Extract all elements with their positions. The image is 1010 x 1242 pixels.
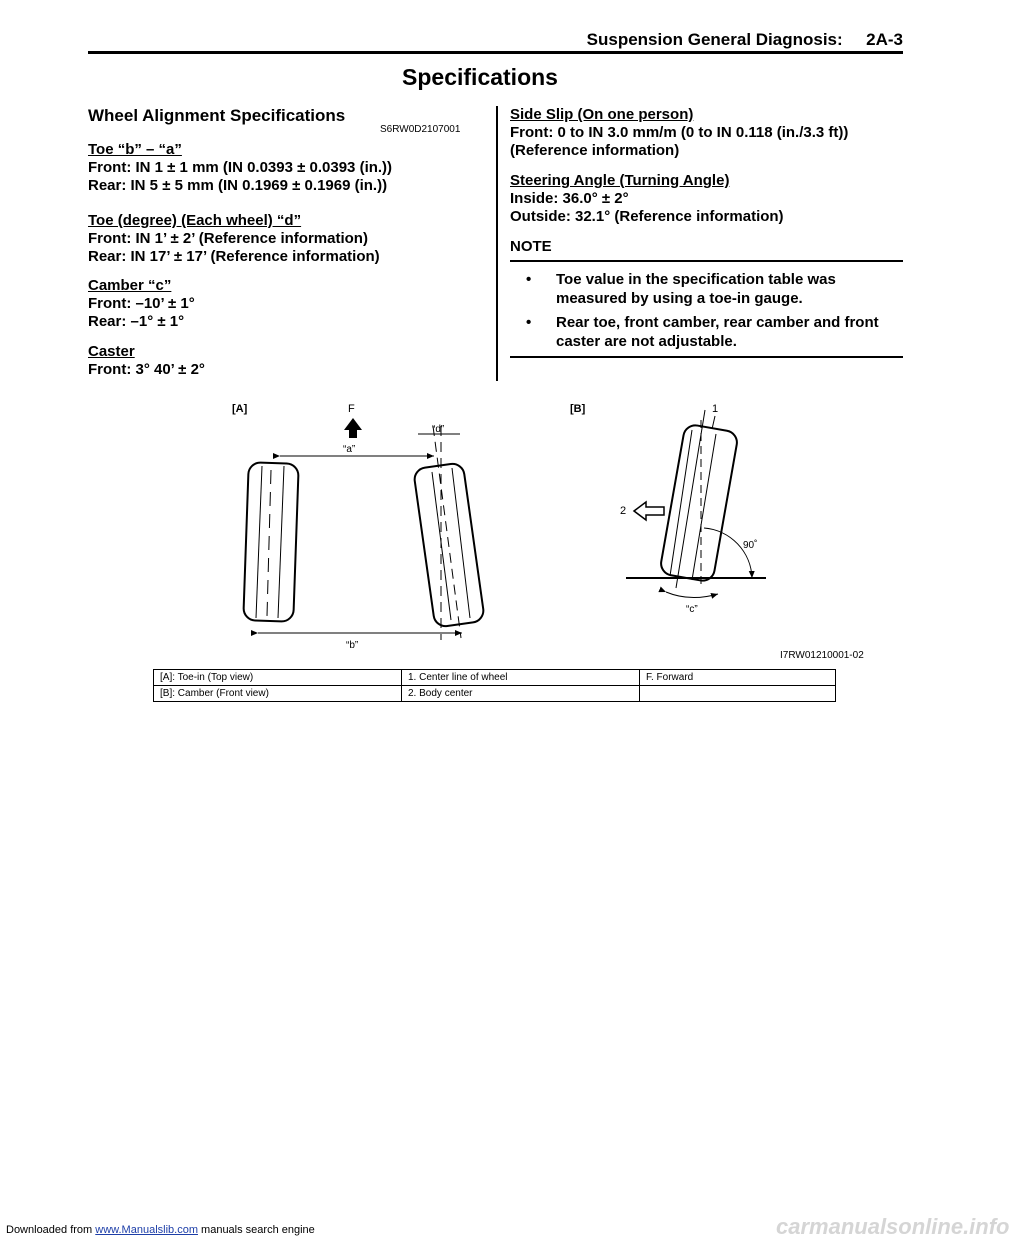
dimension-d-label: “d”: [432, 424, 445, 435]
forward-label: F: [348, 403, 355, 415]
callout-1: 1: [712, 403, 719, 415]
header-page-number: 2A-3: [866, 30, 903, 49]
toe-degree-front: Front: IN 1’ ± 2’ (Reference information): [88, 230, 368, 247]
header-rule: [88, 51, 903, 54]
note-top-rule: [510, 260, 903, 262]
note-text: Toe value in the specification table was measured by using a toe-in gauge.: [556, 271, 836, 307]
legend-cell: 1. Center line of wheel: [402, 670, 640, 686]
note-bottom-rule: [510, 356, 903, 358]
note-item: [526, 270, 886, 308]
header-title: Suspension General Diagnosis:: [586, 30, 843, 49]
table-row: [154, 686, 836, 702]
side-slip-front: Front: 0 to IN 3.0 mm/m (0 to IN 0.118 (in./3.3 ft)): [510, 124, 849, 141]
section-title: Wheel Alignment Specifications: [88, 106, 346, 125]
bullet-dot: •: [526, 314, 532, 331]
note-item: [526, 313, 886, 351]
camber-tire: [659, 410, 739, 588]
side-slip-block: [510, 106, 848, 160]
legend-cell: [A]: Toe-in (Top view): [154, 670, 402, 686]
alignment-diagram: [0, 390, 960, 660]
steering-block: [510, 172, 784, 226]
left-tire: [243, 462, 298, 622]
figure-code: I7RW01210001-02: [780, 650, 864, 661]
toe-degree-block: [88, 212, 380, 266]
caster-heading: Caster: [88, 343, 135, 360]
camber-front: Front: –10’ ± 1°: [88, 295, 195, 312]
callout-2: 2: [620, 505, 627, 517]
camber-block: [88, 277, 195, 331]
footer-suffix: manuals search engine: [197, 1224, 315, 1236]
legend-cell: F. Forward: [640, 670, 836, 686]
toe-block: [88, 141, 392, 195]
toe-rear: Rear: IN 5 ± 5 mm (IN 0.1969 ± 0.1969 (in.)): [88, 177, 388, 194]
legend-cell: 2. Body center: [402, 686, 640, 702]
camber-rear: Rear: –1° ± 1°: [88, 313, 185, 330]
angle-label: 90˚: [743, 540, 758, 551]
figure-legend-table: [153, 669, 836, 702]
dimension-b-label: “b”: [346, 640, 359, 651]
dimension-a-label: “a”: [343, 444, 356, 455]
toe-heading: Toe “b” – “a”: [88, 141, 182, 158]
note-text: Rear toe, front camber, rear camber and front caster are not adjustable.: [556, 314, 879, 350]
legend-cell: [640, 686, 836, 702]
figure-label-b: [B]: [570, 403, 586, 415]
figure-label-a: [A]: [232, 403, 248, 415]
side-slip-reference: (Reference information): [510, 142, 680, 159]
steering-inside: Inside: 36.0° ± 2°: [510, 190, 629, 207]
table-row: [154, 670, 836, 686]
body-center-arrow-icon: [634, 502, 664, 520]
footer-prefix: Downloaded from: [6, 1224, 96, 1236]
legend-cell: [B]: Camber (Front view): [154, 686, 402, 702]
note-label: NOTE: [510, 238, 552, 255]
section-code: S6RW0D2107001: [380, 124, 461, 135]
column-divider: [496, 106, 498, 381]
dimension-c-label: “c”: [686, 604, 698, 615]
right-tire: [413, 426, 485, 640]
steering-outside: Outside: 32.1° (Reference information): [510, 208, 784, 225]
bullet-dot: •: [526, 271, 532, 288]
watermark: carmanualsonline.info: [776, 1214, 1010, 1239]
toe-degree-heading: Toe (degree) (Each wheel) “d”: [88, 212, 302, 229]
camber-heading: Camber “c”: [88, 277, 172, 294]
toe-degree-rear: Rear: IN 17’ ± 17’ (Reference information): [88, 248, 380, 265]
manualslib-link[interactable]: www.Manualslib.com: [95, 1224, 198, 1236]
caster-block: [88, 343, 205, 379]
caster-front: Front: 3° 40’ ± 2°: [88, 361, 205, 378]
side-slip-heading: Side Slip (On one person): [510, 106, 694, 123]
toe-front: Front: IN 1 ± 1 mm (IN 0.0393 ± 0.0393 (in.)): [88, 159, 393, 176]
running-header: [560, 30, 903, 50]
download-footer: [6, 1224, 315, 1236]
page-title: Specifications: [402, 64, 558, 90]
forward-arrow-icon: [344, 418, 362, 438]
steering-heading: Steering Angle (Turning Angle): [510, 172, 730, 189]
